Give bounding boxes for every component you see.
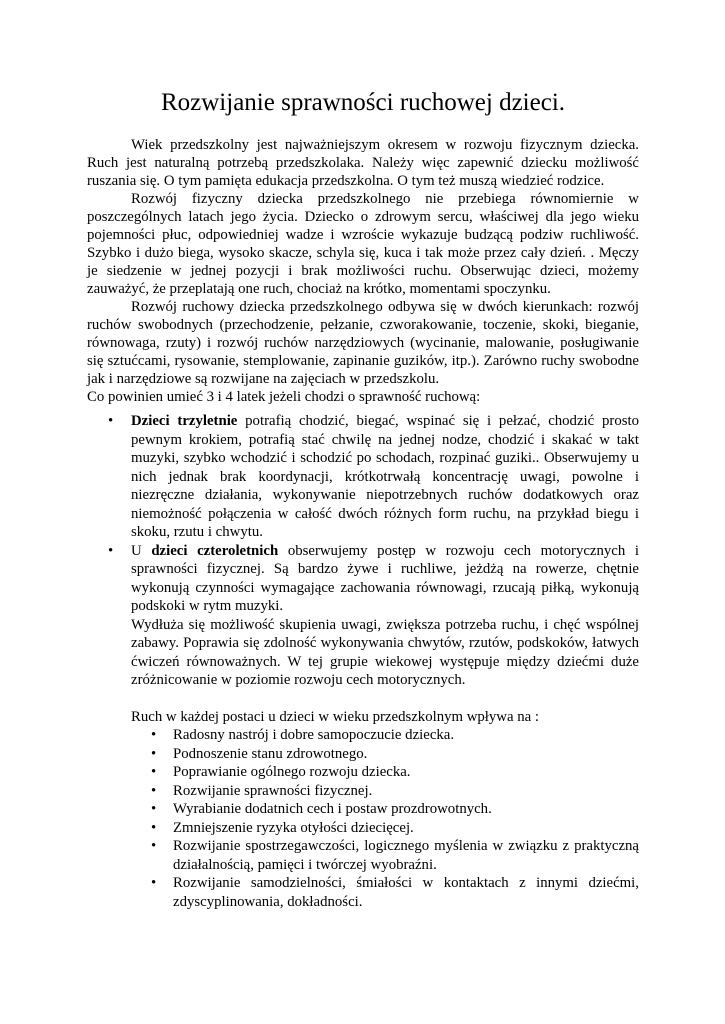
list-item bbox=[131, 745, 639, 764]
document-page bbox=[87, 88, 639, 911]
list-item bbox=[131, 819, 639, 838]
list-item-text: Wyrabianie dodatnich cech i postaw prozdrowotnych. bbox=[173, 801, 492, 817]
page-title: Rozwijanie sprawności ruchowej dzieci. bbox=[160, 89, 566, 116]
paragraph-motor-development: Rozwój ruchowy dziecka przedszkolnego odbywa się w dwóch kierunkach: rozwój ruchów swobodnych (przechodzenie, pełzanie, czworakowanie, toczenie, skoki, bieganie, równowaga, rzuty) i rozwój ruchów narzędziowych (wycinanie, malowanie, posługiwanie się sztućcami, rysowanie, stemplowanie, zapinanie guzików, itp.). Zarówno ruchy swobodne jak i narzędziowe są rozwijane na zajęciach w przedszkolu. bbox=[87, 299, 639, 387]
bullet-extra-paragraph: Wydłuża się możliwość skupienia uwagi, zwiększa potrzeba ruchu, i chęć wspólnej zabawy. Poprawia się zdolność wykonywania chwytów, rzutów, podskoków, łatwych ćwiczeń równoważnych. W tej grupie wiekowej występuje między dziećmi duże zróżnicowanie w poziomie rozwoju cech motorycznych. bbox=[131, 616, 639, 688]
list-item bbox=[131, 800, 639, 819]
list-item bbox=[131, 782, 639, 801]
bullet-icon: • bbox=[151, 819, 157, 836]
list-item-text: Rozwijanie spostrzegawczości, logicznego myślenia w związku z praktyczną działalnością, pamięci i twórczej wyobraźni. bbox=[173, 838, 639, 873]
list-item bbox=[131, 763, 639, 782]
list-item-text: Podnoszenie stanu zdrowotnego. bbox=[173, 745, 368, 762]
bullet-icon: • bbox=[151, 727, 157, 743]
bullet-icon: • bbox=[151, 745, 157, 762]
bullet-bold-label: Dzieci trzyletnie bbox=[131, 413, 238, 429]
bullet-icon: • bbox=[108, 413, 114, 429]
list-item-text: Poprawianie ogólnego rozwoju dziecka. bbox=[173, 764, 411, 780]
bullet-icon: • bbox=[108, 542, 114, 559]
bullet-icon: • bbox=[151, 838, 157, 854]
bullet-icon: • bbox=[151, 801, 157, 817]
bullet-icon: • bbox=[151, 764, 157, 780]
list-item-text: Radosny nastrój i dobre samopoczucie dziecka. bbox=[173, 727, 455, 743]
list-item-four-year-olds bbox=[87, 542, 639, 690]
list-item bbox=[131, 837, 639, 874]
list-item-text: Zmniejszenie ryzyka otyłości dziecięcej. bbox=[173, 819, 414, 836]
list-item-text: Rozwijanie sprawności fizycznej. bbox=[173, 782, 373, 799]
list-item-three-year-olds bbox=[87, 412, 639, 542]
bullet-icon: • bbox=[151, 782, 157, 799]
effects-list bbox=[131, 726, 639, 911]
age-group-list bbox=[87, 412, 639, 690]
effects-intro: Ruch w każdej postaci u dzieci w wieku przedszkolnym wpływa na : bbox=[131, 708, 540, 725]
list-item-text: Rozwijanie samodzielności, śmiałości w kontaktach z innymi dziećmi, zdyscyplinowania, dokładności. bbox=[173, 875, 639, 910]
paragraph-intro: Wiek przedszkolny jest najważniejszym okresem w rozwoju fizycznym dziecka. Ruch jest naturalną potrzebą przedszkolaka. Należy więc zapewnić dziecku możliwość ruszania się. O tym pamięta edukacja przedszkolna. O tym też muszą wiedzieć rodzice. bbox=[87, 137, 639, 189]
question-line: Co powinien umieć 3 i 4 latek jeżeli chodzi o sprawność ruchową: bbox=[87, 389, 481, 405]
paragraph-physical-development: Rozwój fizyczny dziecka przedszkolnego nie przebiega równomiernie w poszczególnych latach jego życia. Dziecko o zdrowym sercu, właściwej dla jego wieku pojemności płuc, odpowiedniej wadze i wzroście wykazuje budzącą podziw ruchliwość. Szybko i dużo biega, wysoko skacze, schyla się, kuca i tak może przez cały dzień. . Męczy je siedzenie w jednej pozycji i brak możliwości ruchu. Obserwując dzieci, możemy zauważyć, że przeplatają one ruch, chociaż na krótko, momentami spoczynku. bbox=[87, 191, 639, 297]
bullet-icon: • bbox=[151, 875, 157, 891]
bullet-text: potrafią chodzić, biegać, wspinać się i pełzać, chodzić prosto pewnym krokiem, potrafią stać chwilę na jednej nodze, chodzić i skakać w takt muzyki, szybko wchodzić i schodzić po schodach, rozpinać guziki.. Obserwujemy u nich jednak brak koordynacji, krótkotrwałą koncentrację uwagi, powolne i niezręczne działania, wykonywanie niepotrzebnych ruchów dodatkowych oraz niemożność połączenia w całość dwóch różnych form ruchu, na przykład biegu i skoku, rzutu i chwytu. bbox=[131, 413, 639, 540]
bullet-text: obserwujemy postęp w rozwoju cech motorycznych i sprawności fizycznej. Są bardzo żywe i ruchliwe, jeżdżą na rowerze, chętnie wykonują czynności wymagające zachowania równowagi, rzucają piłką, wykonują podskoki w rytm muzyki. bbox=[131, 542, 639, 614]
bullet-bold-label: dzieci czteroletnich bbox=[151, 542, 279, 559]
list-item bbox=[131, 874, 639, 911]
list-item bbox=[131, 726, 639, 745]
bullet-prefix: U bbox=[131, 542, 152, 559]
